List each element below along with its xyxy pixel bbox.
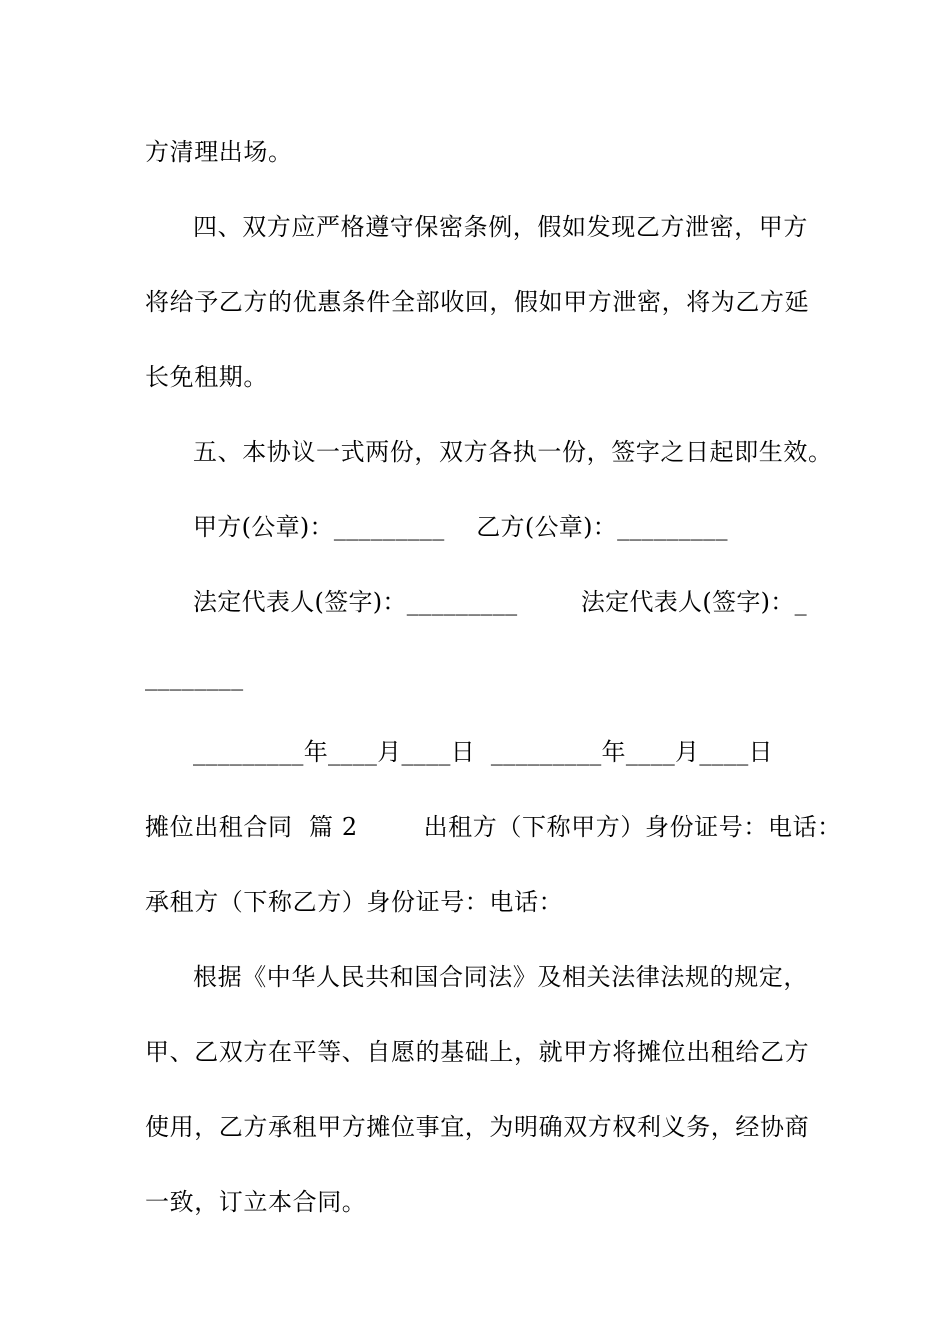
signature-underline-continuation: ________ — [145, 663, 244, 691]
clause-four-line-1: 四、双方应严格遵守保密条例，假如发现乙方泄密，甲方 — [193, 213, 808, 241]
preamble-line-1: 根据《中华人民共和国合同法》及相关法律法规的规定， — [193, 963, 808, 991]
legal-rep-signature-row: 法定代表人(签字)：_________ 法定代表人(签字)：_ — [193, 588, 807, 616]
preamble-line-2: 甲、乙双方在平等、自愿的基础上，就甲方将摊位出租给乙方 — [145, 1038, 810, 1066]
contract-two-heading: 摊位出租合同 篇 2 出租方（下称甲方）身份证号：电话： — [145, 813, 842, 841]
preamble-line-4: 一致，订立本合同。 — [145, 1188, 367, 1216]
seal-signature-row: 甲方(公章)：_________ 乙方(公章)：_________ — [193, 513, 728, 541]
clause-four-line-2: 将给予乙方的优惠条件全部收回，假如甲方泄密，将为乙方延 — [145, 288, 810, 316]
preamble-line-3: 使用，乙方承租甲方摊位事宜，为明确双方权利义务，经协商 — [145, 1113, 810, 1141]
lessee-info-line: 承租方（下称乙方）身份证号：电话： — [145, 888, 564, 916]
paragraph-line-1: 方清理出场。 — [145, 138, 293, 166]
clause-four-line-3: 长免租期。 — [145, 363, 268, 391]
date-row: _________年____月____日 _________年____月____日 — [193, 738, 773, 766]
clause-five: 五、本协议一式两份，双方各执一份，签字之日起即生效。 — [193, 438, 833, 466]
